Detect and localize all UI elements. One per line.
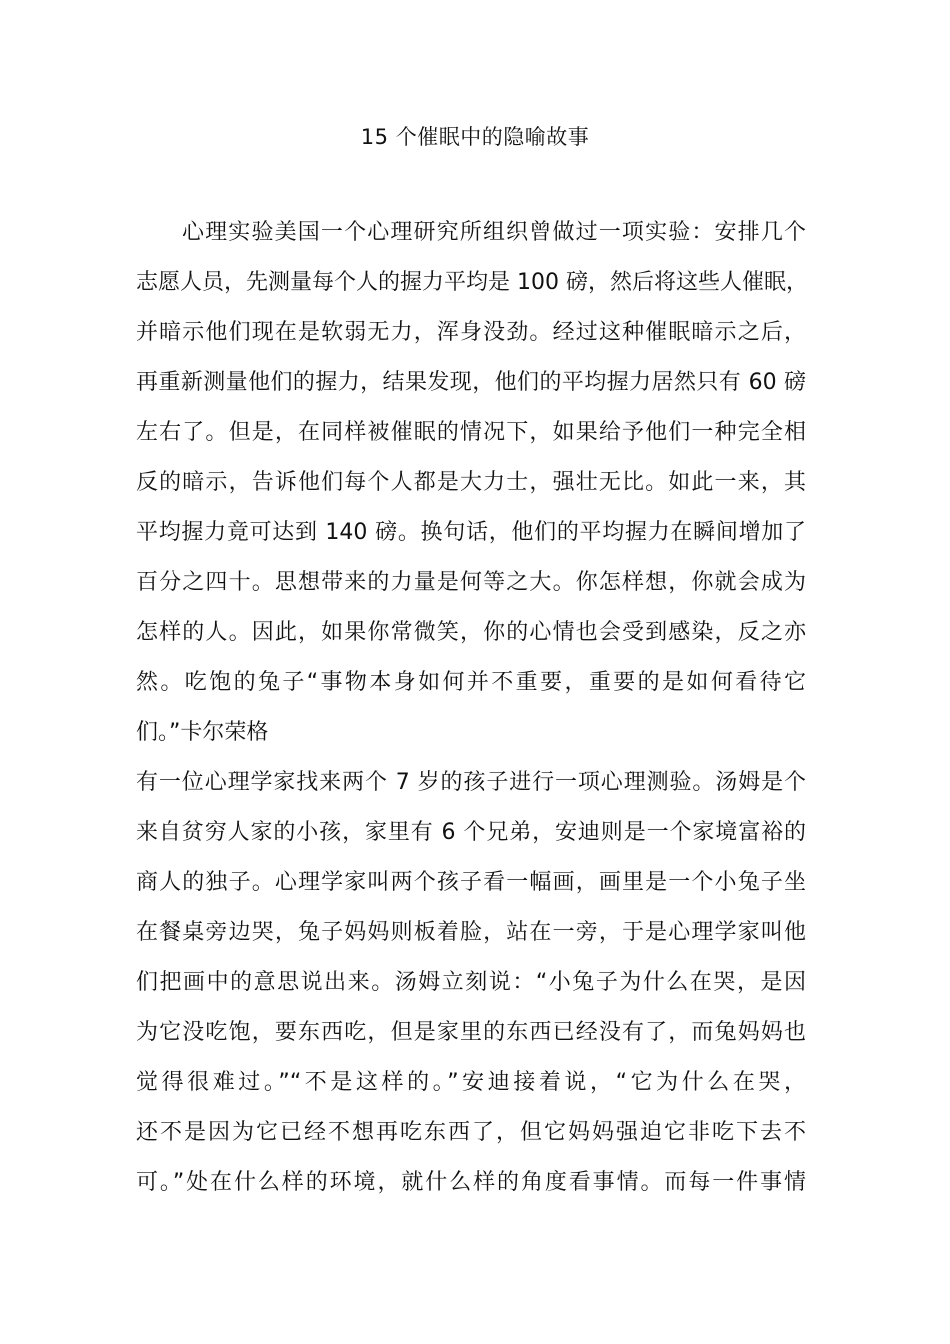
text-line: 们把画中的意思说出来。汤姆立刻说：“小兔子为什么在哭，是因 xyxy=(136,970,806,995)
text-line: 并暗示他们现在是软弱无力，浑身没劲。经过这种催眠暗示之后， xyxy=(136,320,806,345)
text-line: 反的暗示，告诉他们每个人都是大力士，强壮无比。如此一来，其 xyxy=(136,470,806,495)
text-line: 然。吃饱的兔子“事物本身如何并不重要，重要的是如何看待它 xyxy=(136,670,806,695)
text-line: 左右了。但是，在同样被催眠的情况下，如果给予他们一种完全相 xyxy=(136,420,806,445)
text-line: 志愿人员，先测量每个人的握力平均是 100 磅，然后将这些人催眠， xyxy=(136,270,808,295)
text-line: 平均握力竟可达到 140 磅。换句话，他们的平均握力在瞬间增加了 xyxy=(136,520,806,545)
text-line: 再重新测量他们的握力，结果发现，他们的平均握力居然只有 60 磅 xyxy=(136,370,806,395)
text-line: 来自贫穷人家的小孩，家里有 6 个兄弟，安迪则是一个家境富裕的 xyxy=(136,820,806,845)
text-line: 们。”卡尔荣格 xyxy=(136,720,269,745)
text-line: 为它没吃饱，要东西吃，但是家里的东西已经没有了，而兔妈妈也 xyxy=(136,1020,806,1045)
text-line: 还不是因为它已经不想再吃东西了，但它妈妈强迫它非吃下去不 xyxy=(136,1120,806,1145)
text-line: 有一位心理学家找来两个 7 岁的孩子进行一项心理测验。汤姆是个 xyxy=(136,770,806,795)
text-line: 在餐桌旁边哭，兔子妈妈则板着脸，站在一旁，于是心理学家叫他 xyxy=(136,920,806,945)
text-line: 心理实验美国一个心理研究所组织曾做过一项实验：安排几个 xyxy=(182,220,806,245)
document-body xyxy=(136,215,806,1215)
document-title: 15 个催眠中的隐喻故事 xyxy=(360,125,590,149)
text-line: 百分之四十。思想带来的力量是何等之大。你怎样想，你就会成为 xyxy=(136,570,806,595)
text-line: 觉得很难过。”“不是这样的。”安迪接着说，“它为什么在哭， xyxy=(136,1070,806,1095)
text-line: 可。”处在什么样的环境，就什么样的角度看事情。而每一件事情 xyxy=(136,1170,806,1195)
text-line: 怎样的人。因此，如果你常微笑，你的心情也会受到感染，反之亦 xyxy=(136,620,806,645)
text-line: 商人的独子。心理学家叫两个孩子看一幅画，画里是一个小兔子坐 xyxy=(136,870,806,895)
